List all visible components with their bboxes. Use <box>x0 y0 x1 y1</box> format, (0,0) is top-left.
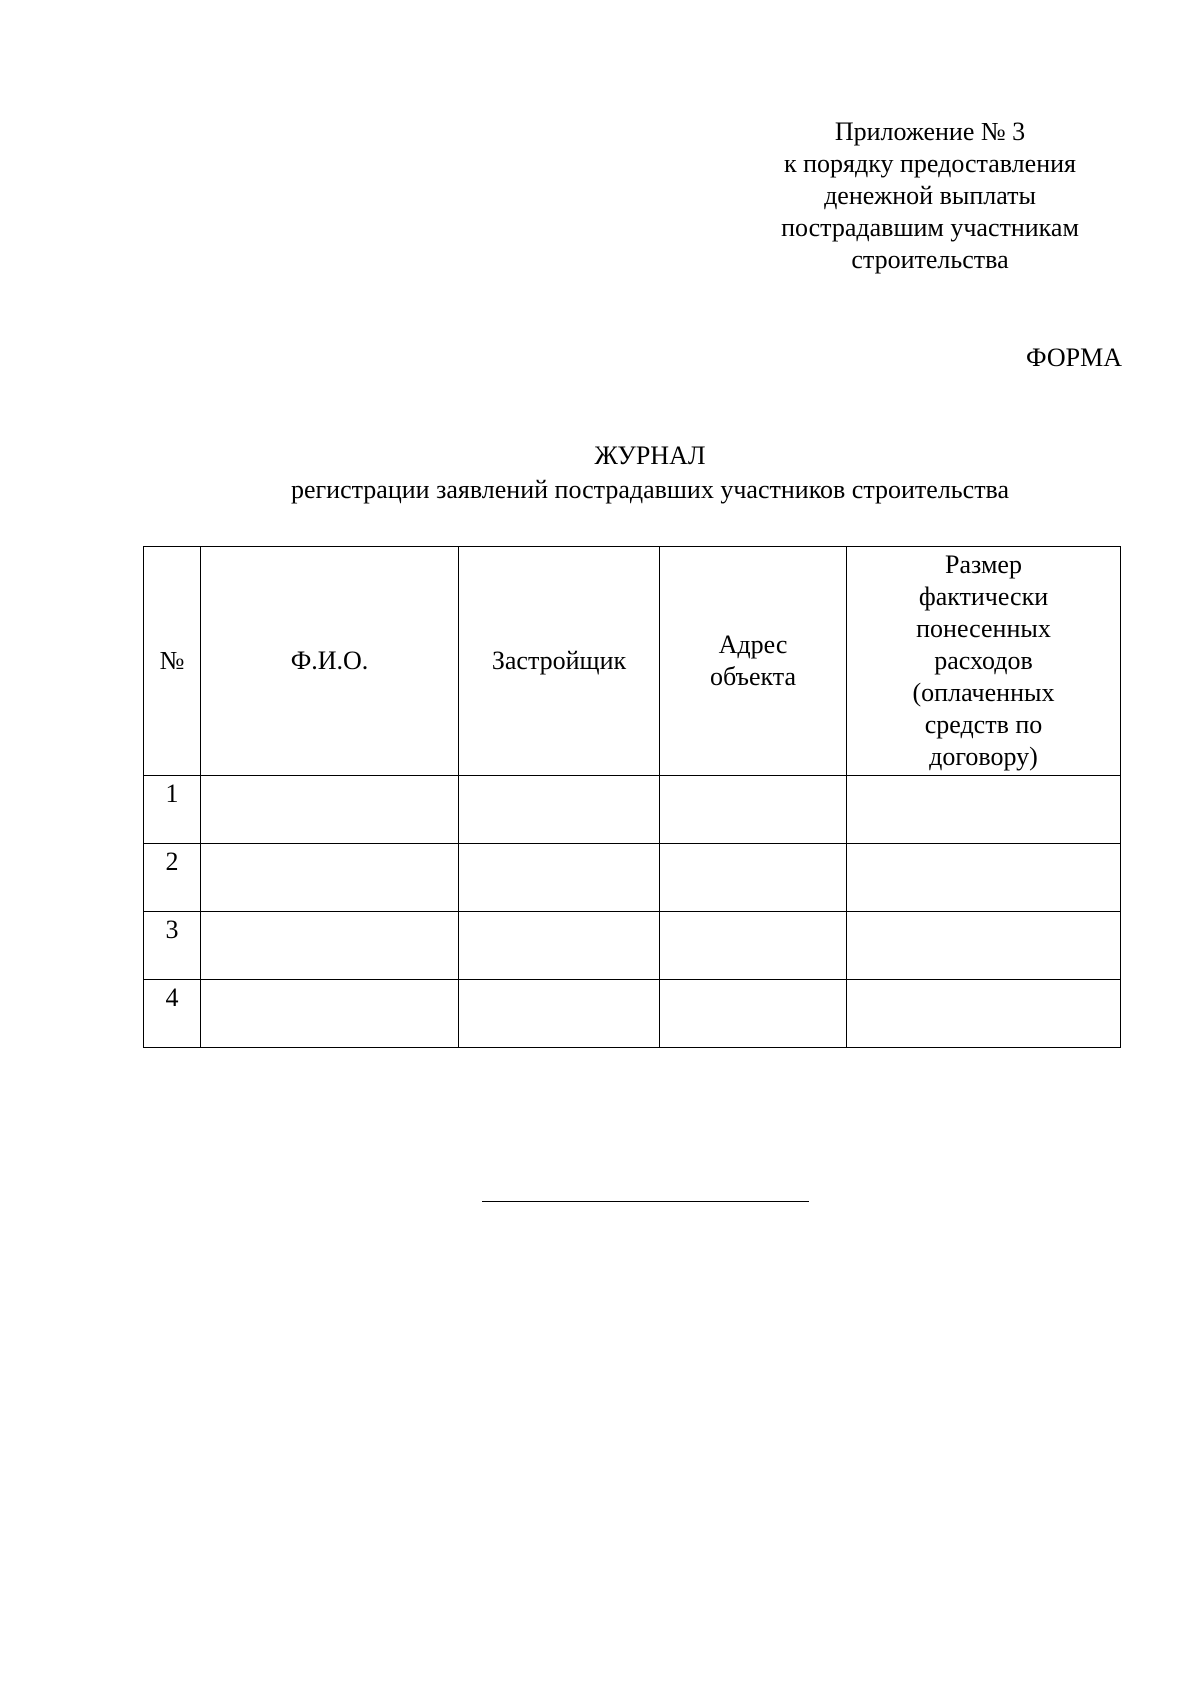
cell-address <box>660 776 847 844</box>
cell-expenses <box>847 980 1121 1048</box>
cell-address <box>660 980 847 1048</box>
appendix-line: строительства <box>851 245 1009 274</box>
appendix-line: денежной выплаты <box>824 181 1036 210</box>
journal-subtitle: регистрации заявлений пострадавших участников строительства <box>290 475 1010 504</box>
table-header-row <box>144 547 1121 776</box>
appendix-line: Приложение № 3 <box>834 117 1026 146</box>
cell-expenses <box>847 912 1121 980</box>
cell-expenses <box>847 844 1121 912</box>
cell-fio <box>201 844 459 912</box>
row-number: 1 <box>144 776 201 844</box>
journal-title: ЖУРНАЛ <box>594 441 706 470</box>
row-number: 2 <box>144 844 201 912</box>
cell-expenses <box>847 776 1121 844</box>
cell-developer <box>459 980 660 1048</box>
appendix-line: пострадавшим участникам <box>781 213 1079 242</box>
header-address: Адрес объекта <box>660 547 847 776</box>
form-label: ФОРМА <box>1026 343 1122 372</box>
table-row <box>144 776 1121 844</box>
cell-fio <box>201 980 459 1048</box>
table-row <box>144 980 1121 1048</box>
table-row <box>144 912 1121 980</box>
registration-table <box>143 546 1121 1048</box>
header-fio: Ф.И.О. <box>201 547 459 776</box>
cell-address <box>660 844 847 912</box>
cell-developer <box>459 776 660 844</box>
cell-developer <box>459 844 660 912</box>
table-row <box>144 844 1121 912</box>
separator-line <box>482 1201 809 1202</box>
header-number: № <box>144 547 201 776</box>
cell-fio <box>201 912 459 980</box>
header-expenses: Размер фактически понесенных расходов (оплаченных средств по договору) <box>847 547 1121 776</box>
cell-fio <box>201 776 459 844</box>
cell-developer <box>459 912 660 980</box>
header-developer: Застройщик <box>459 547 660 776</box>
row-number: 3 <box>144 912 201 980</box>
appendix-line: к порядку предоставления <box>784 149 1076 178</box>
appendix-block <box>760 116 1100 276</box>
row-number: 4 <box>144 980 201 1048</box>
cell-address <box>660 912 847 980</box>
